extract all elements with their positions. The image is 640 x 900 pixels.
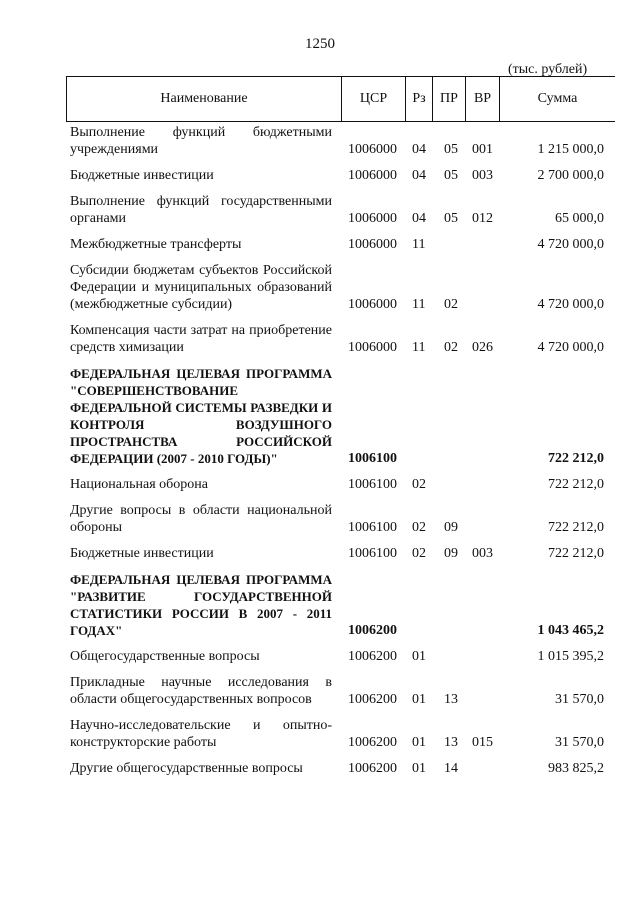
row-pr: 02 <box>444 340 458 355</box>
row-name: Компенсация части затрат на приобретение средств химизации <box>70 323 332 355</box>
row-rz: 01 <box>412 735 426 750</box>
row-pr: 02 <box>444 297 458 312</box>
header-sum: Сумма <box>537 91 578 106</box>
table-row <box>70 502 606 536</box>
row-name: Выполнение функций бюджетными учреждениями <box>70 125 332 157</box>
row-rz: 11 <box>412 340 426 355</box>
table-row <box>70 545 606 562</box>
row-csr: 1006100 <box>348 546 397 561</box>
row-name: Межбюджетные трансферты <box>70 237 242 252</box>
header-pr: ПР <box>433 77 466 121</box>
table-row <box>70 365 606 467</box>
row-sum: 722 212,0 <box>548 546 604 561</box>
row-rz: 01 <box>412 649 426 664</box>
table-row <box>70 236 606 253</box>
row-sum: 2 700 000,0 <box>537 168 604 183</box>
row-vr: 026 <box>472 340 493 355</box>
table-row <box>70 193 606 227</box>
row-sum: 65 000,0 <box>555 211 604 226</box>
row-rz: 01 <box>412 692 426 707</box>
row-name: Другие вопросы в области национальной обороны <box>70 503 332 535</box>
table-row <box>70 717 606 751</box>
row-vr: 001 <box>472 142 493 157</box>
row-csr: 1006000 <box>348 340 397 355</box>
row-name: Прикладные научные исследования в области общегосударственных вопросов <box>70 675 332 707</box>
row-pr: 09 <box>444 520 458 535</box>
row-csr: 1006200 <box>348 735 397 750</box>
table-row <box>70 322 606 356</box>
row-rz: 11 <box>412 297 426 312</box>
table-row <box>70 760 606 777</box>
header-csr: ЦСР <box>342 77 406 121</box>
row-rz: 04 <box>412 142 426 157</box>
row-csr: 1006200 <box>348 623 397 638</box>
row-name: Субсидии бюджетам субъектов Российской Федерации и муниципальных образований (межбюджетные субсидии) <box>70 263 332 312</box>
row-csr: 1006100 <box>348 451 397 466</box>
page-number: 1250 <box>305 36 335 52</box>
row-name: Выполнение функций государственными органами <box>70 194 332 226</box>
table-row <box>70 648 606 665</box>
table-row <box>70 476 606 493</box>
row-sum: 4 720 000,0 <box>537 297 604 312</box>
row-pr: 05 <box>444 168 458 183</box>
row-sum: 722 212,0 <box>548 451 604 466</box>
table-row <box>70 571 606 639</box>
row-csr: 1006200 <box>348 761 397 776</box>
row-rz: 02 <box>412 477 426 492</box>
row-sum: 31 570,0 <box>555 735 604 750</box>
table-row <box>70 167 606 184</box>
row-csr: 1006200 <box>348 649 397 664</box>
table-header <box>66 76 615 122</box>
table-row <box>70 262 606 313</box>
row-vr: 003 <box>472 546 493 561</box>
row-pr: 05 <box>444 211 458 226</box>
row-sum: 1 043 465,2 <box>537 623 604 638</box>
row-name: ФЕДЕРАЛЬНАЯ ЦЕЛЕВАЯ ПРОГРАММА "СОВЕРШЕНСТВОВАНИЕ ФЕДЕРАЛЬНОЙ СИСТЕМЫ РАЗВЕДКИ И КОНТРОЛЯ ВОЗДУШНОГО ПРОСТРАНСТВА РОССИЙСКОЙ ФЕДЕРАЦИИ (2007 - 2010 ГОДЫ)" <box>70 366 332 466</box>
header-rz: Рз <box>406 77 433 121</box>
row-pr: 13 <box>444 692 458 707</box>
row-csr: 1006000 <box>348 237 397 252</box>
header-vr: ВР <box>466 77 500 121</box>
row-sum: 1 015 395,2 <box>537 649 604 664</box>
row-rz: 02 <box>412 546 426 561</box>
row-sum: 1 215 000,0 <box>537 142 604 157</box>
row-name: Национальная оборона <box>70 477 208 492</box>
row-csr: 1006000 <box>348 168 397 183</box>
row-name: Бюджетные инвестиции <box>70 168 214 183</box>
row-sum: 4 720 000,0 <box>537 340 604 355</box>
row-csr: 1006100 <box>348 520 397 535</box>
row-vr: 003 <box>472 168 493 183</box>
row-pr: 13 <box>444 735 458 750</box>
row-sum: 4 720 000,0 <box>537 237 604 252</box>
row-pr: 09 <box>444 546 458 561</box>
row-rz: 11 <box>412 237 426 252</box>
header-name: Наименование <box>67 77 342 121</box>
row-vr: 012 <box>472 211 493 226</box>
row-csr: 1006200 <box>348 692 397 707</box>
row-pr: 05 <box>444 142 458 157</box>
row-name: Другие общегосударственные вопросы <box>70 761 303 776</box>
table-row <box>70 674 606 708</box>
row-rz: 04 <box>412 168 426 183</box>
row-pr: 14 <box>444 761 458 776</box>
row-csr: 1006000 <box>348 211 397 226</box>
row-vr: 015 <box>472 735 493 750</box>
row-name: Научно-исследовательские и опытно-конструкторские работы <box>70 718 332 750</box>
row-rz: 01 <box>412 761 426 776</box>
row-sum: 722 212,0 <box>548 520 604 535</box>
row-name: Общегосударственные вопросы <box>70 649 260 664</box>
row-csr: 1006100 <box>348 477 397 492</box>
row-csr: 1006000 <box>348 142 397 157</box>
units-label: (тыс. рублей) <box>508 62 588 77</box>
row-rz: 04 <box>412 211 426 226</box>
table-row <box>70 124 606 158</box>
row-sum: 31 570,0 <box>555 692 604 707</box>
table-body <box>70 124 606 786</box>
row-name: Бюджетные инвестиции <box>70 546 214 561</box>
row-sum: 983 825,2 <box>548 761 604 776</box>
row-rz: 02 <box>412 520 426 535</box>
row-name: ФЕДЕРАЛЬНАЯ ЦЕЛЕВАЯ ПРОГРАММА "РАЗВИТИЕ ГОСУДАРСТВЕННОЙ СТАТИСТИКИ РОССИИ В 2007 - 2011 ГОДАХ" <box>70 572 332 638</box>
row-csr: 1006000 <box>348 297 397 312</box>
row-sum: 722 212,0 <box>548 477 604 492</box>
